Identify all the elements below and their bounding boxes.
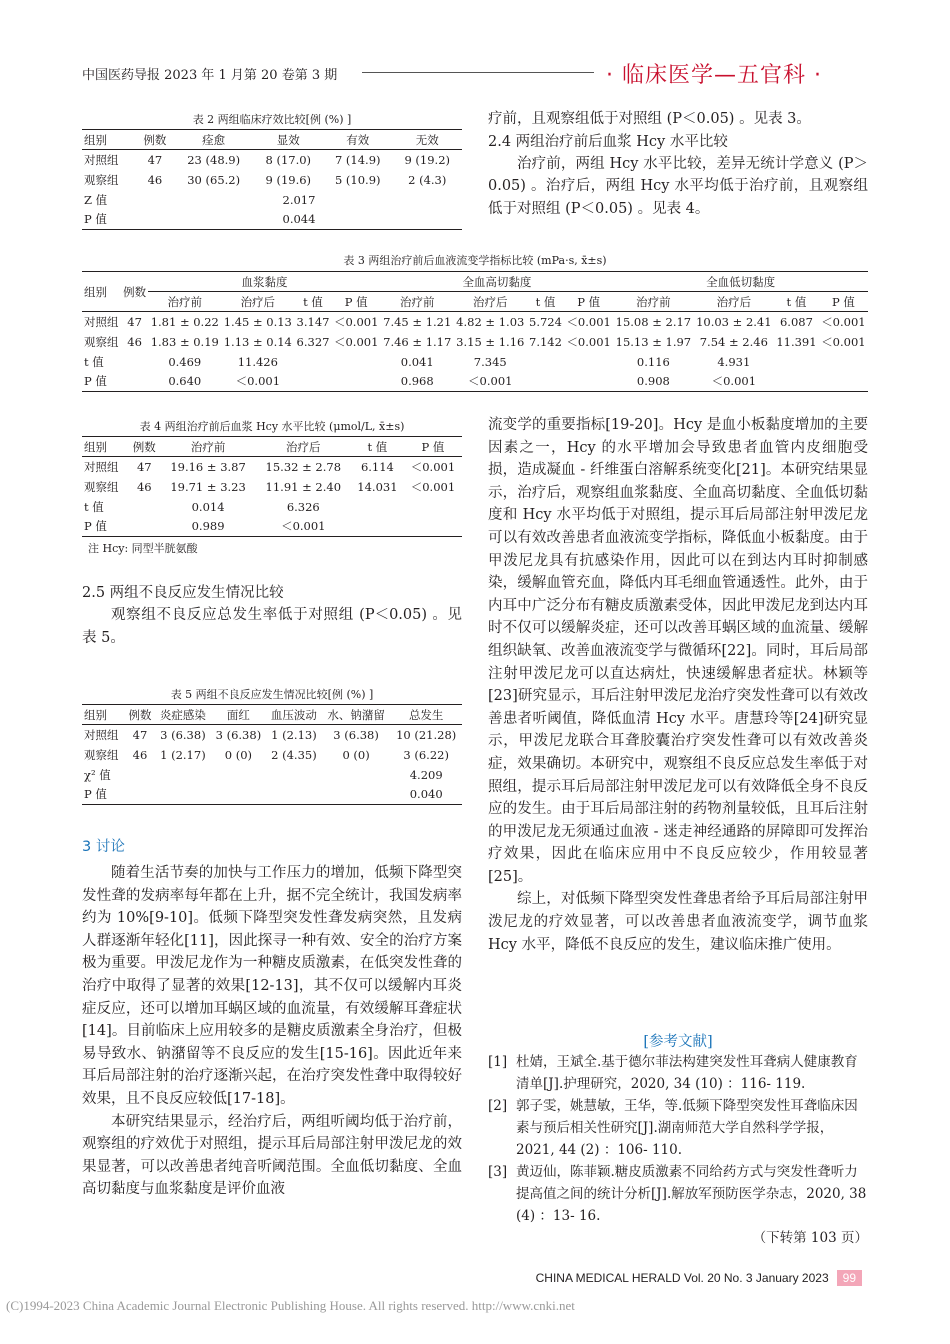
table-row: t 值 0.469 11.426 0.041 7.345 0.116 4.931 — [84, 354, 751, 369]
table-row: Z 值 2.017 — [84, 192, 316, 207]
section-2-5: 2.5 两组不良反应发生情况比较 观察组不良反应总发生率低于对照组 (P＜0.05) 。见表 5。 — [82, 582, 462, 649]
t2-h5: 无效 — [415, 132, 439, 147]
reference-item: [2] 郭子雯，姚慧敏，王华，等.低频下降型突发性耳聋临床因素与预后相关性研究[J].湖南师范大学自然科学学报，2021, 44 (2) ：106- 110. — [488, 1098, 858, 1158]
copyright-watermark: (C)1994-2023 China Academic Journal Electronic Publishing House. All rights reserved. http://www.cnki.net — [6, 1298, 575, 1313]
section-heading-2-5: 2.5 两组不良反应发生情况比较 — [82, 585, 284, 601]
table-row: 观察组 46 19.71 ± 3.23 11.91 ± 2.40 14.031 ＜0.001 — [84, 479, 456, 494]
table-row: P 值 0.044 — [82, 210, 462, 230]
header-rule — [362, 72, 594, 73]
journal-header: 中国医药导报 2023 年 1 月第 20 卷第 3 期 — [82, 68, 338, 83]
reference-item: [3] 黄迈仙，陈菲颖.糖皮质激素不同给药方式与突发性聋听力提高值之间的统计分析[J].解放军预防医学杂志，2020, 38 (4) ：13- 16. — [488, 1164, 867, 1224]
footer-journal: CHINA MEDICAL HERALD Vol. 20 No. 3 January 2023 — [535, 1271, 829, 1285]
discussion-para-2: 本研究结果显示，经治疗后，两组听阈均低于治疗前，观察组的疗效优于对照组，提示耳后局部注射甲泼尼龙的效果显著，可以改善患者纯音听阈范围。全血低切黏度、全血高切黏度与血浆黏度是评价血液 — [82, 1113, 462, 1198]
t2-h2: 痊愈 — [202, 132, 226, 147]
table5: 组别 例数 炎症感染 面红 血压波动 水、钠潴留 总发生 对照组 47 3 (6.38) 3 (6.38) 1 (2.13) 3 (6.38) 10 (21.28) 观察组 46 1 (2.17) 0 (0) 2 (4.35) 0 (0) 3 (6.22) χ² 值 4.209 P 值 0.040 — [82, 704, 462, 805]
section-title: · 临床医学—五官科 · — [606, 63, 822, 88]
table4-note: 注 Hcy: 同型半胱氨酸 — [88, 542, 198, 555]
table2 — [82, 129, 462, 230]
page-number: 99 — [837, 1270, 862, 1286]
discussion-para-3: 流变学的重要指标[19-20]。Hcy 是血小板黏度增加的主要因素之一，Hcy 的水平增加会导致患者血管内皮细胞受损，造成凝血 - 纤维蛋白溶解系统变化[21]。本研究结果显示，治疗后，观察组血浆黏度、全血高切黏度、全血低切黏度和 Hcy 水平均低于对照组，提示耳后局部注射甲泼尼龙可以有效改善患者血液流变学指标，降低血小板黏度。由于甲泼尼龙具有抗感染作用，因此可以在到达内耳时抑制感染，缓解血管充血，降低内耳毛细血管通透性。此外，由于内耳中广泛分布有糖皮质激素受体，因此甲泼尼龙到达内耳时不仅可以缓解炎症，还可以改善耳蜗区域的血流量、缓解组织缺氧、改善血液流变学与微循环[22]。同时，耳后局部注射甲泼尼龙可以直达病灶，快速缓解患者症状。林颖等[23]研究显示，耳后注射甲泼尼龙治疗突发性聋可以有效改善患者听阈值，降低血清 Hcy 水平。唐慧玲等[24]研究显示，甲泼尼龙联合耳聋胶囊治疗突发性聋可以有效改善炎症，效果确切。本研究中，观察组不良反应总发生率低于对照组，提示耳后局部注射甲泼尼龙可以有效降低全身不良反应的发生。由于耳后局部注射的药物剂量较低，且耳后注射的甲泼尼龙无须通过血液 - 迷走神经通路的屏障即可发挥治疗效果，因此在临床应用中不良反应较少，作用较显著[25]。 — [488, 417, 868, 885]
table-row: 对照组 47 23 (48.9) 8 (17.0) 7 (14.9) 9 (19.2) — [84, 152, 451, 167]
table-row: χ² 值 4.209 — [84, 767, 443, 782]
table-row: 对照组 47 3 (6.38) 3 (6.38) 1 (2.13) 3 (6.38) 10 (21.28) — [84, 727, 457, 742]
footer — [482, 1270, 862, 1286]
table4: 组别 例数 治疗前 治疗后 t 值 P 值 对照组 47 19.16 ± 3.87 15.32 ± 2.78 6.114 ＜0.001 观察组 46 19.71 ± 3.23 11.91 ± 2.40 14.031 ＜0.001 t 值 0.014 6.326 P 值 0.989 ＜0.001 — [82, 436, 462, 537]
reference-item: [1] 杜婧，王斌全.基于德尔菲法构建突发性耳聋病人健康教育清单[J].护理研究，2020, 34 (10) ：116- 119. — [488, 1054, 858, 1092]
results-continued: 疗前，且观察组低于对照组 (P＜0.05) 。见表 3。 2.4 两组治疗前后血浆 Hcy 水平比较 治疗前，两组 Hcy 水平比较，差异无统计学意义 (P＞0.05) 。治疗后，两组 Hcy 水平均低于治疗前，且观察组低于对照组 (P＜0.05) 。见表 4。 — [488, 111, 868, 217]
t2-h4: 有效 — [346, 132, 370, 147]
table-row: P 值 0.989 ＜0.001 — [82, 517, 462, 537]
table-row: 对照组 47 19.16 ± 3.87 15.32 ± 2.78 6.114 ＜0.001 — [84, 459, 456, 474]
discussion-right — [488, 414, 868, 956]
table5-caption: 表 5 两组不良反应发生情况比较[例 (%) ] — [170, 688, 374, 701]
t2-h0: 组别 — [84, 132, 107, 147]
discussion-para-1: 随着生活节奏的加快与工作压力的增加，低频下降型突发性聋的发病率每年都在上升，据不完全统计，我国发病率约为 10%[9-10]。低频下降型突发性聋发病突然，且发病人群逐渐年轻化[11]，因此探寻一种有效、安全的治疗方案极为重要。甲泼尼龙作为一种糖皮质激素，在低突发性聋的治疗中取得了显著的效果[12-13]，其不仅可以缓解内耳炎症反应，还可以增加耳蜗区域的血流量，有效缓解耳聋症状[14]。目前临床上应用较多的是糖皮质激素全身治疗，但极易导致水、钠潴留等不良反应的发生[15-16]。因此近年来耳后局部注射的治疗逐渐兴起，在治疗突发性聋中取得较好效果，且不良反应较低[17-18]。 — [82, 865, 462, 1107]
table-row: P 值 0.040 — [82, 785, 462, 805]
discussion-heading: 3 讨论 — [82, 839, 125, 855]
table3-caption: 表 3 两组治疗前后血液流变学指标比较 (mPa·s, x̄±s) — [343, 254, 607, 267]
table-row: 对照组 47 1.81 ± 0.22 1.45 ± 0.13 3.147 ＜0.001 7.45 ± 1.21 4.82 ± 1.03 5.724 ＜0.001 15.08 ± 2.17 10.03 ± 2.41 6.087 ＜0.001 — [84, 314, 866, 329]
continued-note: （下转第 103 页） — [752, 1230, 868, 1246]
table-row: t 值 0.014 6.326 — [84, 499, 320, 514]
table-row: 观察组 46 1.83 ± 0.19 1.13 ± 0.14 6.327 ＜0.001 7.46 ± 1.17 3.15 ± 1.16 7.142 ＜0.001 15.13 ± 1.97 7.54 ± 2.46 11.391 ＜0.001 — [84, 334, 866, 349]
references — [488, 1030, 868, 1249]
table-row: P 值 0.640 ＜0.001 0.968 ＜0.001 0.908 ＜0.001 — [82, 372, 868, 392]
section-heading-2-4: 2.4 两组治疗前后血浆 Hcy 水平比较 — [488, 133, 728, 150]
t2-h3: 显效 — [276, 132, 300, 147]
t2-h1: 例数 — [143, 132, 167, 147]
table4-caption: 表 4 两组治疗前后血浆 Hcy 水平比较 (μmol/L, x̄±s) — [139, 420, 405, 433]
discussion — [82, 836, 462, 1201]
table-row: 观察组 46 30 (65.2) 9 (19.6) 5 (10.9) 2 (4.3) — [84, 172, 447, 187]
discussion-conclusion: 综上，对低频下降型突发性聋患者给予耳后局部注射甲泼尼龙的疗效显著，可以改善患者血液流变学，调节血浆 Hcy 水平，降低不良反应的发生，建议临床推广使用。 — [488, 891, 868, 953]
references-heading: [参考文献] — [643, 1034, 713, 1050]
table2-caption: 表 2 两组临床疗效比较[例 (%) ] — [192, 113, 352, 126]
table3: 组别 例数 血浆黏度 全血高切黏度 全血低切黏度 治疗前 治疗后 t 值 P 值 治疗前 治疗后 t 值 P 值 治疗前 治疗后 t 值 P 值 对照组 47 1.81 ± 0.22 1.45 ± 0.13 3.147 ＜0.001 7.45 ± 1.21 4.82 ± 1.03 5.724 ＜0.001 15.08 ± 2.17 10.03 ± 2.41 6.087 ＜0.001 观察组 46 1.83 ± 0.19 1.13 ± 0.14 6.327 ＜0.001 7.46 ± 1.17 3.15 ± 1.16 7.142 ＜0.001 15.13 ± 1.97 7.54 ± 2.46 11.391 ＜0.001 t 值 0.469 11.426 0.041 7.345 0.116 4.931 P 值 0.640 ＜0.001 0.968 ＜0.001 0.908 ＜0.001 — [82, 271, 868, 392]
table-row: 观察组 46 1 (2.17) 0 (0) 2 (4.35) 0 (0) 3 (6.22) — [84, 747, 449, 762]
